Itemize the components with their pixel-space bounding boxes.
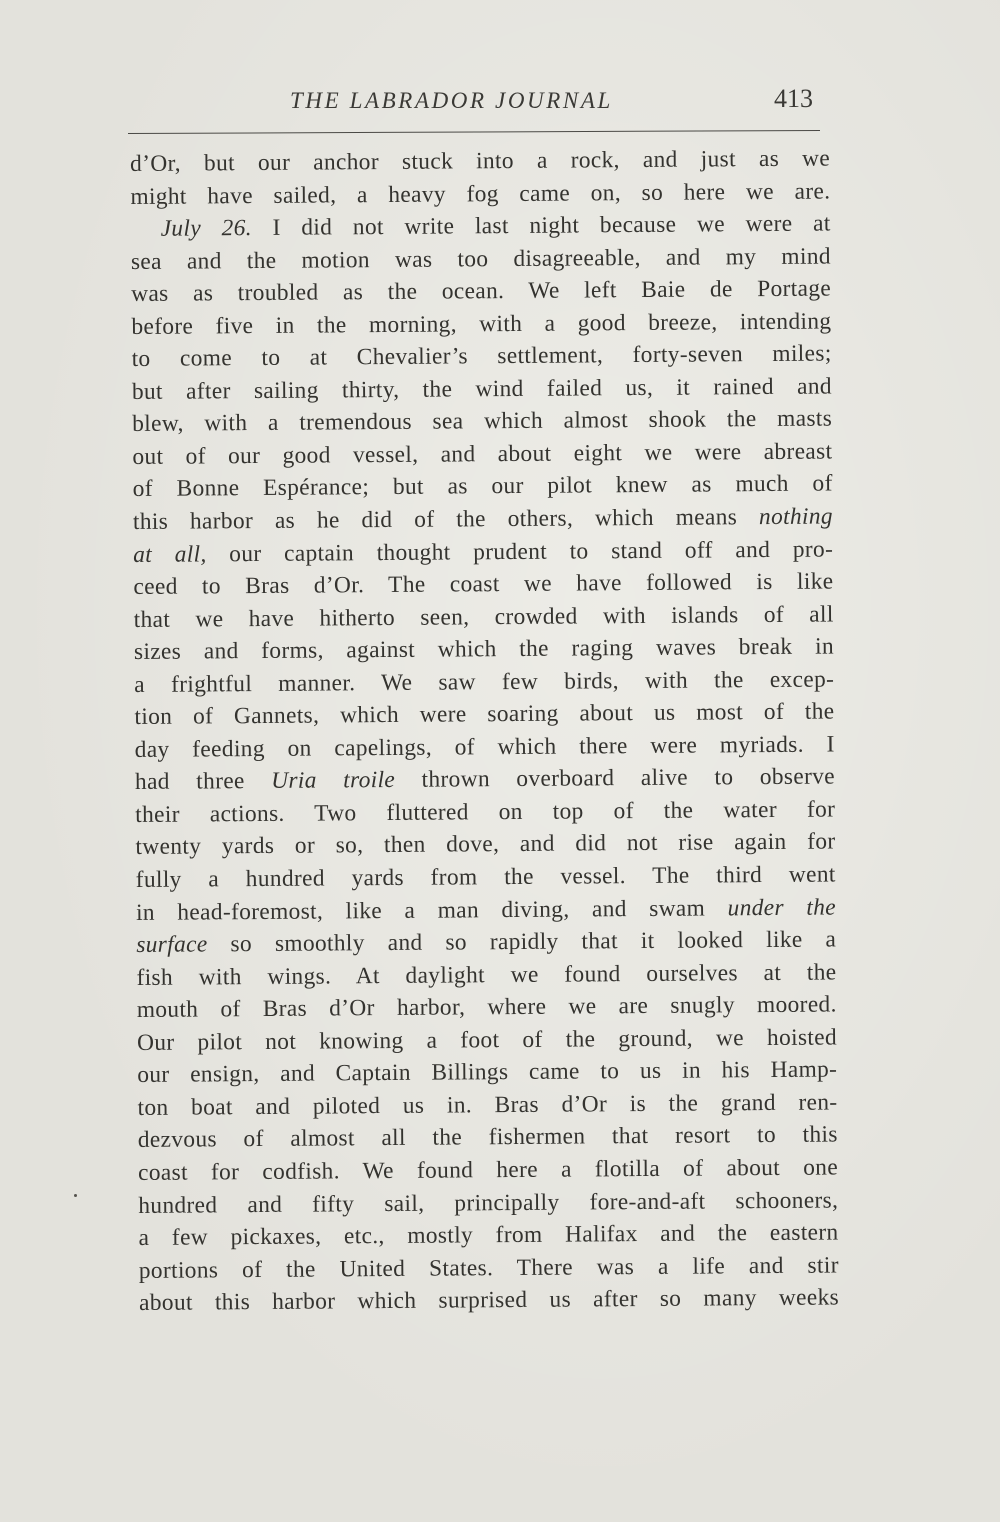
- italic-text: under the: [727, 894, 837, 921]
- text-line: out of our good vessel, and about eight we were abreast: [132, 438, 833, 470]
- text-line: a frightful manner. We saw few birds, with the excep-: [134, 666, 835, 698]
- body-text: [130, 143, 839, 1320]
- text-line: their actions. Two fluttered on top of the water for: [135, 796, 836, 828]
- text-line: [131, 208, 831, 246]
- text-line: sea and the motion was too disagreeable, and my mind: [130, 243, 831, 275]
- text-line: hundred and fifty sail, principally fore-and-aft schooners,: [138, 1186, 839, 1219]
- text-line: fully a hundred yards from the vessel. The third went: [135, 861, 836, 894]
- text-line: of Bonne Espérance; but as our pilot knew as much of: [132, 470, 833, 503]
- text-line: sizes and forms, against which the raging waves break in: [133, 633, 835, 666]
- text-line: our ensign, and Captain Billings came to us in his Hamp-: [137, 1056, 838, 1089]
- text-line: twenty yards or so, then dove, and did not rise again for: [135, 828, 836, 861]
- italic-text: surface: [136, 931, 208, 959]
- text-line: portions of the United States. There was a life and stir: [138, 1252, 839, 1284]
- text-line: [133, 501, 833, 539]
- text-line: about this harbor which surprised us after so many weeks: [138, 1284, 840, 1317]
- text-run: in head-foremost, like a man diving, and swam: [135, 894, 728, 926]
- text-line: [135, 761, 835, 799]
- text-run: I did not write last night because we were at: [251, 210, 831, 242]
- header-rule: [128, 130, 820, 134]
- text-line: coast for codfish. We found here a flotilla of about one: [137, 1154, 839, 1186]
- text-line: fish with wings. At daylight we found ourselves at the: [136, 959, 837, 991]
- text-run: so smoothly and so rapidly that it looked like a: [207, 926, 837, 958]
- text-line: Our pilot not knowing a foot of the ground, we hoisted: [136, 1024, 838, 1056]
- text-line: a few pickaxes, etc., mostly from Halifax and the eastern: [138, 1219, 839, 1252]
- text-run: thrown overboard alive to observe: [395, 763, 836, 794]
- text-line: day feeding on capelings, of which there were myriads. I: [134, 731, 835, 763]
- italic-text: nothing: [758, 503, 834, 531]
- text-line: d’Or, but our anchor stuck into a rock, and just as we: [130, 145, 831, 177]
- page-number: 413: [774, 84, 813, 113]
- italic-text: July 26.: [160, 215, 253, 242]
- text-line: ton boat and piloted us in. Bras d’Or is the grand ren-: [137, 1089, 838, 1121]
- text-line: mouth of Bras d’Or harbor, where we are snugly moored.: [136, 991, 837, 1024]
- italic-text: at all,: [133, 540, 207, 568]
- text-run: our captain thought prudent to stand off and pro-: [206, 536, 834, 567]
- text-line: that we have hitherto seen, crowded with islands of all: [133, 601, 834, 633]
- italic-text: Uria troile: [271, 767, 396, 795]
- text-line: blew, with a tremendous sea which almost shook the masts: [132, 405, 833, 438]
- text-line: dezvous of almost all the fishermen that resort to this: [137, 1121, 838, 1154]
- text-line: [133, 533, 833, 571]
- paper-speck: [74, 1194, 77, 1197]
- text-line: ceed to Bras d’Or. The coast we have followed is like: [133, 568, 834, 601]
- text-line: was as troubled as the ocean. We left Baie de Portage: [131, 275, 832, 308]
- running-head: [0, 82, 1000, 122]
- text-line: tion of Gannets, which were soaring about us most of the: [134, 698, 835, 731]
- text-run: this harbor as he did of the others, which means: [132, 504, 760, 536]
- text-line: might have sailed, a heavy fog came on, so here we are.: [130, 178, 831, 210]
- text-line: [136, 891, 836, 929]
- text-line: [136, 924, 836, 962]
- text-run: had three: [134, 768, 272, 796]
- running-title: THE LABRADOR JOURNAL: [290, 88, 613, 113]
- text-line: before five in the morning, with a good breeze, intending: [131, 308, 832, 340]
- text-line: to come to at Chevalier’s settlement, forty-seven miles;: [131, 340, 832, 373]
- text-line: but after sailing thirty, the wind failed us, it rained and: [131, 373, 832, 405]
